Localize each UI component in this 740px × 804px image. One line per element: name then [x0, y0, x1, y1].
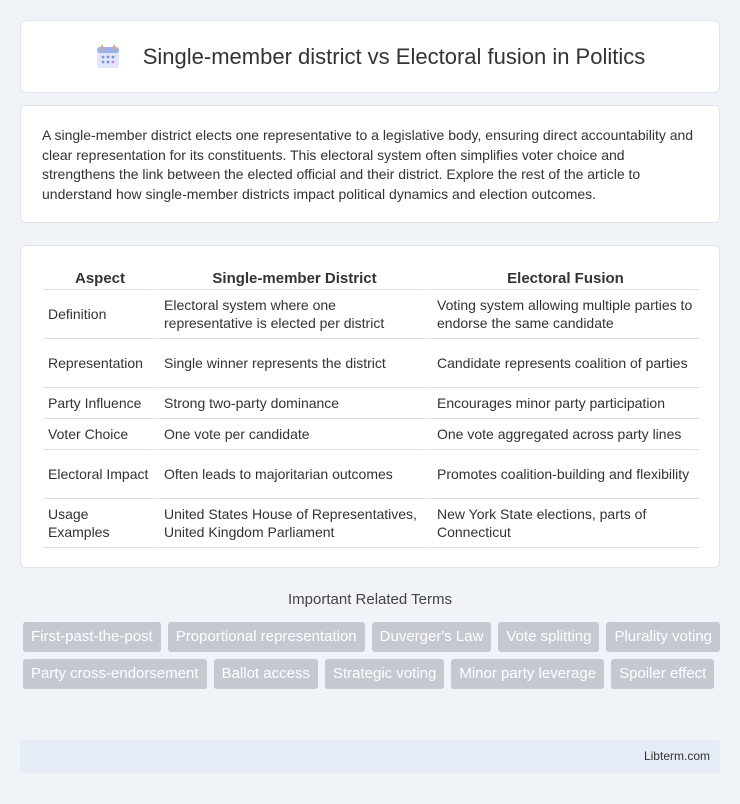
footer-bar	[20, 740, 720, 773]
electoral-fusion-cell: New York State elections, parts of Connecticut	[430, 499, 699, 548]
aspect-cell: Representation	[43, 339, 157, 388]
related-term-tag[interactable]: Plurality voting	[606, 622, 720, 652]
related-term-tag[interactable]: Proportional representation	[168, 622, 365, 652]
column-header-single-member-district: Single-member District	[157, 266, 430, 290]
related-term-tag[interactable]: Minor party leverage	[451, 659, 604, 689]
calendar-grid-icon	[95, 44, 121, 70]
table-row	[43, 388, 699, 419]
intro-card	[20, 105, 720, 223]
table-row	[43, 450, 699, 499]
column-header-aspect: Aspect	[43, 266, 157, 290]
single-member-cell: Single winner represents the district	[157, 339, 430, 388]
aspect-cell: Definition	[43, 290, 157, 339]
aspect-cell: Party Influence	[43, 388, 157, 419]
table-row	[43, 290, 699, 339]
page-title: Single-member district vs Electoral fusion in Politics	[142, 43, 646, 69]
related-term-tag[interactable]: Strategic voting	[325, 659, 444, 689]
electoral-fusion-cell: Promotes coalition-building and flexibility	[430, 450, 699, 499]
related-term-tag[interactable]: Ballot access	[214, 659, 318, 689]
aspect-cell: Usage Examples	[43, 499, 157, 548]
single-member-cell: Often leads to majoritarian outcomes	[157, 450, 430, 499]
related-term-tag[interactable]: Vote splitting	[498, 622, 599, 652]
single-member-cell: Electoral system where one representative is elected per district	[157, 290, 430, 339]
table-row	[43, 339, 699, 388]
single-member-cell: Strong two-party dominance	[157, 388, 430, 419]
related-term-tag[interactable]: First-past-the-post	[23, 622, 161, 652]
electoral-fusion-cell: Candidate represents coalition of parties	[430, 339, 699, 388]
related-term-tag[interactable]: Duverger's Law	[372, 622, 492, 652]
aspect-cell: Electoral Impact	[43, 450, 157, 499]
single-member-cell: United States House of Representatives, United Kingdom Parliament	[157, 499, 430, 548]
related-terms-heading: Important Related Terms	[288, 591, 452, 608]
comparison-table-card	[20, 245, 720, 568]
electoral-fusion-cell: Encourages minor party participation	[430, 388, 699, 419]
comparison-table	[43, 266, 699, 548]
single-member-cell: One vote per candidate	[157, 419, 430, 450]
table-row	[43, 499, 699, 548]
aspect-cell: Voter Choice	[43, 419, 157, 450]
intro-paragraph: A single-member district elects one representative to a legislative body, ensuring direct accountability and clear representation for its constituents. This electoral system often simplifies voter choice and strengthens the link between the elected official and their district. Explore the rest of the article to understand how single-member districts impact political dynamics and election outcomes.	[42, 127, 694, 202]
header-card	[20, 20, 720, 93]
table-header-row	[43, 266, 699, 290]
column-header-electoral-fusion: Electoral Fusion	[430, 266, 699, 290]
related-term-tag[interactable]: Party cross-endorsement	[23, 659, 207, 689]
related-terms-list	[23, 622, 723, 689]
footer-site-link[interactable]: Libterm.com	[643, 749, 710, 763]
table-row	[43, 419, 699, 450]
electoral-fusion-cell: Voting system allowing multiple parties to endorse the same candidate	[430, 290, 699, 339]
related-term-tag[interactable]: Spoiler effect	[611, 659, 714, 689]
electoral-fusion-cell: One vote aggregated across party lines	[430, 419, 699, 450]
